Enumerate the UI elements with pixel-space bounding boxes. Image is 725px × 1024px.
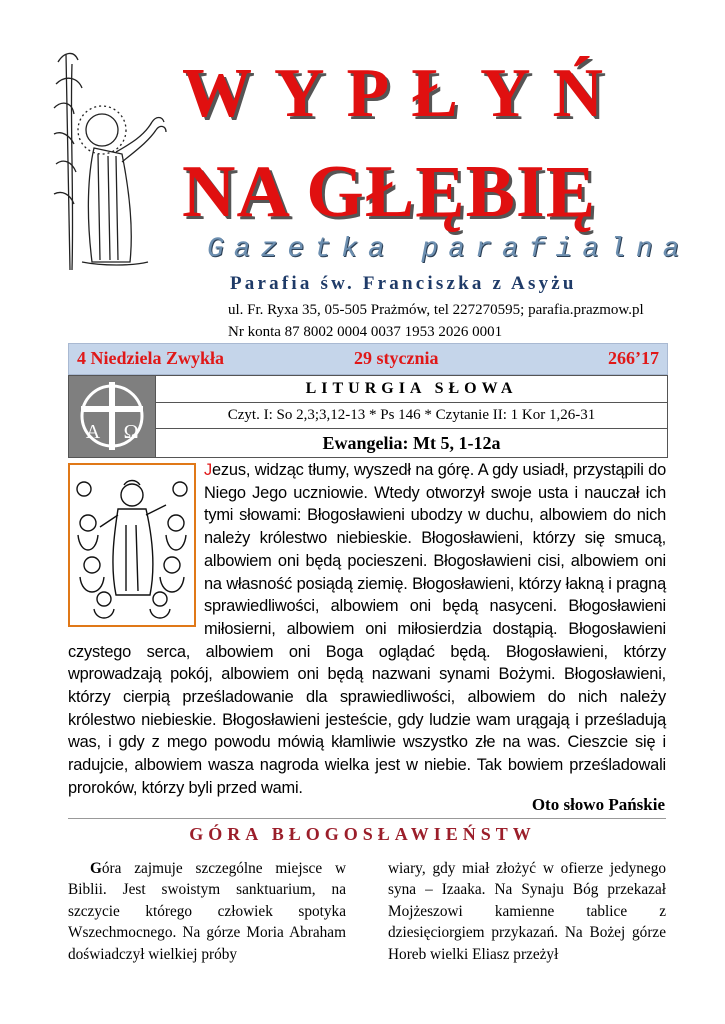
gospel-drop-cap: J: [204, 461, 212, 479]
article-title: GÓRA BŁOGOSŁAWIEŃSTW: [189, 824, 536, 844]
masthead-title-line1: WYPŁYŃ: [182, 55, 626, 132]
parish-address: ul. Fr. Ryxa 35, 05-505 Prażmów, tel 227270595; parafia.prazmow.pl: [228, 302, 644, 318]
liturgy-box: [68, 375, 668, 458]
masthead-title-line2: NA GŁĘBIĘ: [182, 151, 597, 233]
gospel-body: ezus, widząc tłumy, wyszedł na górę. A gdy usiadł, przystąpili do Niego Jego uczniowie. Wtedy otworzył swoje usta i nauczał ich tymi słowami: Błogosławieni ubodzy w duchu, albowiem do nich należy królestwo niebieskie. Błogosławieni, którzy się smucą, albowiem oni będą pocieszeni. Błogosławieni cisi, albowiem oni na własność posiądą ziemię. Błogosławieni, którzy łakną i pragną sprawiedliwości, albowiem oni będą nasyceni. Błogosławieni miłosierni, albowiem oni miłosierdzia dostąpią. Błogosławieni czystego serca, albowiem oni Boga oglądać będą. Błogosławieni, którzy wprowadzają pokój, albowiem oni będą nazwani synami Bożymi. Błogosławieni, którzy cierpią prześladowanie dla sprawiedliwości, albowiem do nich należy królestwo niebieskie. Błogosławieni jesteście, gdy ludzie wam urągają i prześladują was, i gdy z mego powodu mówią kłamliwie wszystko złe na was. Cieszcie się i radujcie, albowiem wasza nagroda wielka jest w niebie. Tak bowiem prześladowali proroków, którzy byli przed wami.: [68, 461, 666, 797]
svg-text:Ω: Ω: [123, 421, 139, 443]
article-column-right: wiary, gdy miał złożyć w ofierze jedynego syna – Izaaka. Na Synaju Bóg przekazał Mojżeszowi kamienne tablice z dziesięciorgiem przykazań. Na Bożej górze Horeb wielki Eliasz przeżył: [388, 860, 666, 963]
alpha-omega-cross-icon: [69, 376, 156, 457]
gospel-closing: Oto słowo Pańskie: [531, 795, 665, 814]
issue-sunday: 4 Niedziela Zwykła: [77, 348, 224, 368]
section-divider: [68, 818, 666, 819]
masthead-subtitle: Gazetka parafialna: [207, 234, 690, 265]
issue-bar: [68, 343, 668, 375]
gospel-text: [68, 459, 666, 800]
liturgy-readings: Czyt. I: So 2,3;3,12-13 * Ps 146 * Czytanie II: 1 Kor 1,26-31: [156, 403, 667, 429]
parish-name: Parafia św. Franciszka z Asyżu: [230, 273, 577, 294]
article-drop-cap: G: [90, 860, 102, 877]
svg-text:A: A: [85, 421, 101, 443]
saint-francis-illustration: [52, 44, 170, 270]
issue-number: 266’17: [608, 348, 659, 368]
article-column-left: [68, 858, 346, 965]
issue-date: 29 stycznia: [354, 348, 439, 368]
gospel-reference: Ewangelia: Mt 5, 1-12a: [322, 433, 501, 453]
article-col1-text: óra zajmuje szczególne miejsce w Biblii. Jest swoistym sanktuarium, na szczycie którego człowiek spotyka Wszechmocnego. Na górze Moria Abraham doświadczył wielkiej próby: [68, 860, 346, 963]
liturgy-heading: LITURGIA SŁOWA: [156, 376, 667, 403]
bank-account: Nr konta 87 8002 0004 0037 1953 2026 0001: [228, 324, 503, 340]
